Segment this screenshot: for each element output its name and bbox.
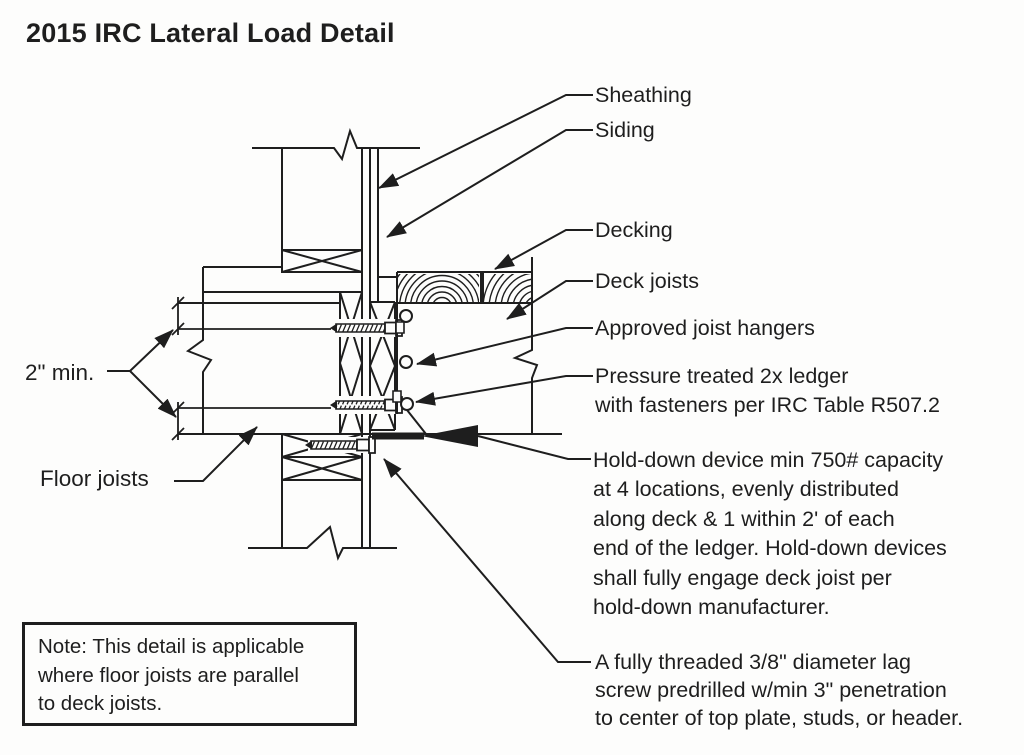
hold-down-arrowhead bbox=[421, 425, 478, 447]
screw-threads bbox=[336, 324, 385, 332]
label-hold-down: Hold-down device min 750# capacity at 4 locations, evenly distributed along deck & 1 within 2' of each end of the ledger. Hold-down devices shall fully engage deck joist per hold-down manufacturer. bbox=[593, 448, 947, 620]
deck-joists-leader bbox=[507, 281, 593, 319]
label-lag-screw: A fully threaded 3/8" diameter lag screw predrilled w/min 3" penetration to center of top plate, studs, or header. bbox=[595, 650, 964, 730]
sheathing-leader bbox=[379, 95, 593, 188]
label-ledger: Pressure treated 2x ledger with fasteners per IRC Table R507.2 bbox=[595, 364, 940, 418]
siding-leader bbox=[387, 130, 593, 237]
hanger-tab-upper bbox=[396, 322, 404, 333]
top-plate-blocking-box bbox=[282, 250, 362, 272]
hanger-nail-middle bbox=[400, 356, 412, 368]
screw-collar bbox=[385, 323, 396, 334]
note-line: Note: This detail is applicable bbox=[38, 635, 305, 658]
hold-down-leader bbox=[478, 436, 591, 459]
label-deck-joists: Deck joists bbox=[595, 269, 699, 293]
min-dim-leader-lower bbox=[130, 371, 176, 417]
house-wall-lower bbox=[248, 480, 397, 558]
page-title: 2015 IRC Lateral Load Detail bbox=[26, 18, 395, 48]
dimension-lines bbox=[172, 297, 331, 440]
joist-hangers-leader bbox=[417, 328, 593, 364]
screw-collar bbox=[357, 440, 369, 451]
hanger-tab-lower bbox=[393, 391, 401, 402]
label-decking: Decking bbox=[595, 218, 673, 242]
hanger-nail-top bbox=[400, 310, 412, 322]
note-line: to deck joists. bbox=[38, 692, 163, 715]
wall-bottom-cut-line bbox=[248, 527, 397, 558]
lag-screw-upper bbox=[330, 319, 403, 337]
hold-down-bar bbox=[372, 433, 424, 440]
deck-joist-break-edge bbox=[515, 257, 537, 433]
house-wall-upper bbox=[252, 131, 420, 272]
lag-screw-leader bbox=[384, 459, 591, 662]
leader-lines bbox=[107, 95, 593, 662]
hanger-seat-line bbox=[407, 410, 426, 434]
lag-screw-top-plate bbox=[305, 437, 376, 453]
label-siding: Siding bbox=[595, 118, 655, 142]
note-box bbox=[22, 622, 357, 726]
ledger-leader bbox=[416, 376, 593, 402]
label-min-dimension: 2" min. bbox=[25, 360, 95, 385]
screw-threads bbox=[311, 441, 357, 449]
lag-screw-lower bbox=[330, 396, 403, 414]
hanger-nail-bottom bbox=[401, 398, 413, 410]
joist-hanger bbox=[393, 303, 426, 434]
floor-joists-leader bbox=[174, 427, 257, 481]
hold-down-device bbox=[372, 425, 478, 447]
wall-top-cut-line bbox=[252, 131, 420, 159]
decking-leader bbox=[495, 230, 593, 269]
note-line: where floor joists are parallel bbox=[38, 663, 299, 687]
label-sheathing: Sheathing bbox=[595, 83, 692, 107]
min-dim-leader-upper bbox=[107, 330, 173, 371]
label-joist-hangers: Approved joist hangers bbox=[595, 316, 815, 340]
screw-threads bbox=[336, 401, 385, 409]
label-floor-joists: Floor joists bbox=[40, 466, 149, 491]
wall-sheathing-lines bbox=[362, 148, 396, 548]
deck-joist bbox=[515, 257, 537, 433]
